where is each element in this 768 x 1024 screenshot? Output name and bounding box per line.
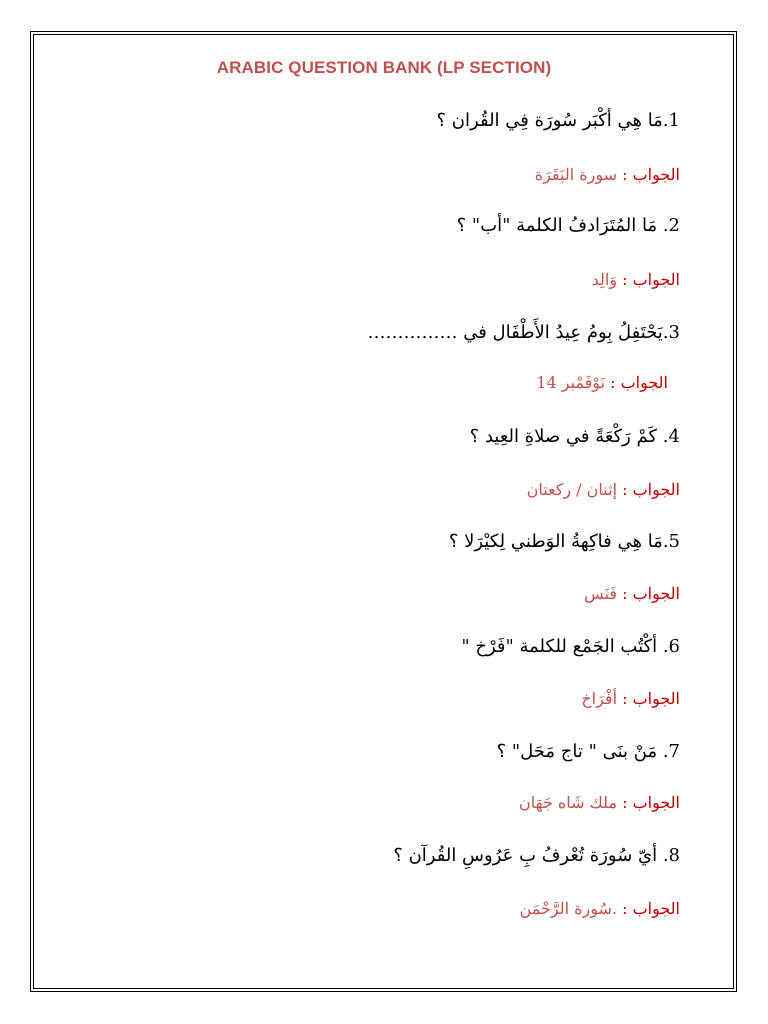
answer-6: [581, 689, 680, 708]
answer-value: ملك شَاه جَهَان: [518, 793, 618, 812]
answer-4: [527, 480, 680, 499]
answer-label: الجواب :: [617, 899, 680, 918]
question-6: 6. أكْتُب الجَمْع للكلمة "فَرْخ ": [461, 636, 680, 657]
answer-label: الجواب :: [617, 584, 680, 603]
answer-value: وَالِد: [591, 270, 618, 289]
answer-8: [520, 899, 680, 918]
answer-value: إثنان / ركعتان: [526, 480, 618, 499]
question-8: 8. أيّ سُورَة تُعْرفُ بِ عَرُوسِ القُرآن ؟: [393, 845, 680, 866]
answer-label: الجواب :: [617, 480, 680, 499]
answer-value: فَنَس: [584, 584, 618, 603]
answer-2: [592, 270, 680, 289]
answer-1: [535, 165, 680, 184]
question-2: 2. مَا المُتَرَادفُ الكلمة "أب" ؟: [456, 215, 680, 236]
question-1: 1.مَا هِي أكْبَر سُورَة فِي القُران ؟: [436, 110, 680, 131]
answer-3: [536, 373, 668, 392]
answer-value: أفْرَاخ: [581, 689, 618, 708]
answer-7: [519, 793, 680, 812]
answer-label: الجواب :: [617, 165, 680, 184]
answer-5: [584, 584, 680, 603]
page-title: ARABIC QUESTION BANK (LP SECTION): [216, 58, 552, 77]
answer-value: .سُورة الرَّحْمَن: [519, 899, 618, 918]
answer-value: سورة البَقَرَة: [534, 165, 618, 184]
question-3: 3.يَحْتَفِلُ بِومُ عِيدُ الأَطْفَال في ……………: [367, 322, 680, 343]
answer-value: نَوْفَمْبر 14: [536, 373, 606, 392]
question-7: 7. مَنْ بنَى " تاج مَحَل" ؟: [496, 741, 680, 762]
answer-label: الجواب :: [617, 270, 680, 289]
question-4: 4. كَمْ رَكْعَةً في صلاةِ العِيد ؟: [469, 426, 680, 447]
question-5: 5.مَا هِي فاكِهةُ الوَطني لِكيْرَلا ؟: [448, 531, 680, 552]
answer-label: الجواب :: [617, 793, 680, 812]
answer-label: الجواب :: [617, 689, 680, 708]
answer-label: الجواب :: [605, 373, 668, 392]
